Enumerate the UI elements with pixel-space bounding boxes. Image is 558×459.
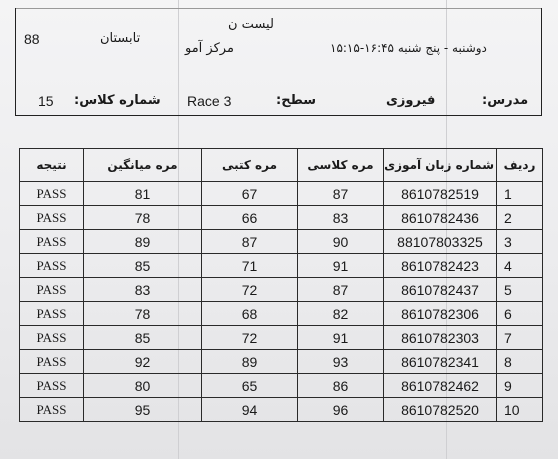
table-row — [20, 302, 543, 326]
row-number: 7 — [497, 326, 543, 350]
class-score: 83 — [298, 206, 384, 230]
average-score: 80 — [84, 374, 202, 398]
written-score: 89 — [202, 350, 298, 374]
col-header-result: نتیجه — [20, 149, 84, 182]
class-schedule: دوشنبه - پنج شنبه ۱۶:۴۵-۱۵:۱۵ — [330, 41, 487, 55]
teacher-name: فیروزی — [386, 93, 436, 108]
row-number: 8 — [497, 350, 543, 374]
center-name-fragment: مرکز آمو — [185, 41, 234, 56]
class-number: 15 — [38, 93, 54, 109]
table-header-row — [20, 149, 543, 182]
teacher-label: مدرس: — [482, 93, 529, 108]
result: PASS — [20, 350, 84, 374]
table-row — [20, 230, 543, 254]
result: PASS — [20, 278, 84, 302]
student-id: 8610782303 — [384, 326, 497, 350]
class-number-label: شماره کلاس: — [74, 93, 161, 108]
result: PASS — [20, 254, 84, 278]
result: PASS — [20, 182, 84, 206]
table-row — [20, 182, 543, 206]
result: PASS — [20, 206, 84, 230]
result: PASS — [20, 302, 84, 326]
class-code: 88 — [24, 31, 40, 47]
row-number: 3 — [497, 230, 543, 254]
student-id: 8610782519 — [384, 182, 497, 206]
grades-table — [19, 148, 543, 422]
row-number: 10 — [497, 398, 543, 422]
result: PASS — [20, 326, 84, 350]
result: PASS — [20, 398, 84, 422]
term-label: تابستان — [100, 31, 141, 46]
table-row — [20, 278, 543, 302]
table-row — [20, 350, 543, 374]
written-score: 87 — [202, 230, 298, 254]
student-id: 8610782436 — [384, 206, 497, 230]
row-number: 6 — [497, 302, 543, 326]
average-score: 78 — [84, 206, 202, 230]
written-score: 72 — [202, 278, 298, 302]
average-score: 78 — [84, 302, 202, 326]
class-score: 91 — [298, 254, 384, 278]
row-number: 2 — [497, 206, 543, 230]
row-number: 9 — [497, 374, 543, 398]
average-score: 83 — [84, 278, 202, 302]
class-score: 91 — [298, 326, 384, 350]
divider — [16, 8, 541, 9]
row-number: 1 — [497, 182, 543, 206]
col-header-average-score: مره میانگین — [84, 149, 202, 182]
col-header-student-id: شماره زبان آموزی — [384, 149, 497, 182]
written-score: 71 — [202, 254, 298, 278]
table-row — [20, 374, 543, 398]
table-row — [20, 206, 543, 230]
table-row — [20, 398, 543, 422]
table-row — [20, 326, 543, 350]
class-score: 86 — [298, 374, 384, 398]
written-score: 94 — [202, 398, 298, 422]
average-score: 85 — [84, 326, 202, 350]
class-score: 82 — [298, 302, 384, 326]
student-id: 88107803325 — [384, 230, 497, 254]
student-id: 8610782306 — [384, 302, 497, 326]
written-score: 67 — [202, 182, 298, 206]
average-score: 89 — [84, 230, 202, 254]
average-score: 95 — [84, 398, 202, 422]
student-id: 8610782423 — [384, 254, 497, 278]
row-number: 4 — [497, 254, 543, 278]
class-score: 87 — [298, 182, 384, 206]
student-id: 8610782462 — [384, 374, 497, 398]
col-header-row-number: ردیف — [497, 149, 543, 182]
col-header-written-score: مره کتبی — [202, 149, 298, 182]
average-score: 92 — [84, 350, 202, 374]
result: PASS — [20, 374, 84, 398]
student-id: 8610782437 — [384, 278, 497, 302]
average-score: 85 — [84, 254, 202, 278]
class-score: 87 — [298, 278, 384, 302]
class-score: 93 — [298, 350, 384, 374]
written-score: 68 — [202, 302, 298, 326]
result: PASS — [20, 230, 84, 254]
student-id: 8610782520 — [384, 398, 497, 422]
student-id: 8610782341 — [384, 350, 497, 374]
written-score: 66 — [202, 206, 298, 230]
list-title-fragment: لیست ن — [228, 17, 274, 32]
written-score: 72 — [202, 326, 298, 350]
average-score: 81 — [84, 182, 202, 206]
row-number: 5 — [497, 278, 543, 302]
level-label: سطح: — [276, 93, 317, 108]
class-score: 90 — [298, 230, 384, 254]
table-row — [20, 254, 543, 278]
col-header-class-score: مره کلاسی — [298, 149, 384, 182]
written-score: 65 — [202, 374, 298, 398]
level-value: Race 3 — [187, 93, 232, 109]
class-score: 96 — [298, 398, 384, 422]
